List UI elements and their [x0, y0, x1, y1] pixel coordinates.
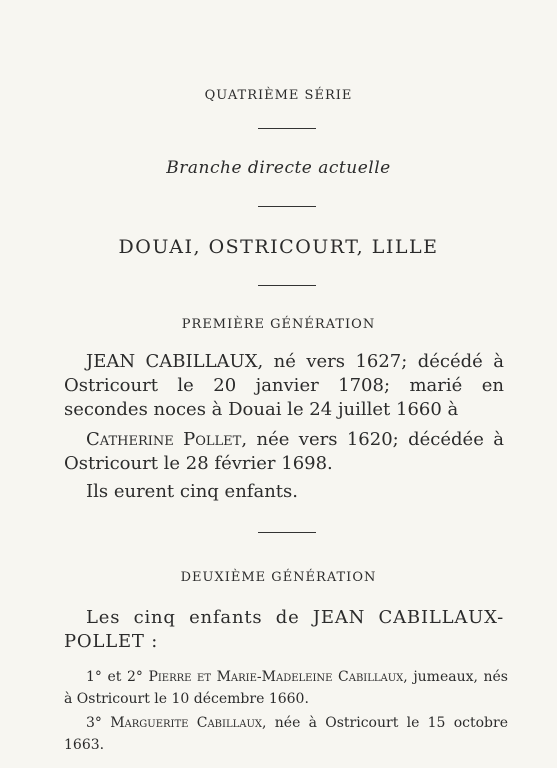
item-text: , jumeaux, nés à Ostricourt le 10 décembre 1660.	[64, 669, 508, 707]
first-generation-heading: PREMIÈRE GÉNÉRATION	[181, 317, 376, 332]
list-item	[64, 666, 508, 710]
paragraph-jean	[64, 350, 504, 422]
person-name: Marguerite Cabillaux	[110, 715, 263, 731]
paragraph-intro	[64, 606, 504, 654]
second-generation-heading: DEUXIÈME GÉNÉRATION	[180, 570, 377, 585]
paragraph-text: , née vers 1620; décédée à Ostricourt le 28 février 1698.	[64, 429, 504, 474]
person-name: Pierre et Marie-Madeleine Cabillaux	[148, 669, 404, 685]
person-name: JEAN CABILLAUX	[86, 351, 258, 372]
branch-title: Branche directe actuelle	[166, 158, 391, 178]
divider	[258, 532, 316, 533]
paragraph-text: Les cinq enfants de JEAN CABILLAUX-POLLET :	[64, 607, 504, 652]
list-item	[64, 712, 508, 756]
paragraph-children-count	[64, 480, 504, 504]
item-number: 1° et 2°	[86, 669, 143, 685]
item-text: , née à Ostricourt le 15 octobre 1663.	[64, 715, 508, 753]
person-name: Catherine Pollet	[86, 429, 242, 450]
series-title: QUATRIÈME SÉRIE	[204, 88, 353, 103]
divider	[258, 128, 316, 129]
item-number: 3°	[86, 715, 102, 731]
paragraph-text: , né vers 1627; décédé à Ostricourt le 20 janvier 1708; marié en secondes noces à Douai le 24 juillet 1660 à	[64, 351, 504, 420]
places-heading: DOUAI, OSTRICOURT, LILLE	[118, 236, 439, 258]
divider	[258, 206, 316, 207]
paragraph-catherine	[64, 428, 504, 476]
divider	[258, 285, 316, 286]
paragraph-text: Ils eurent cinq enfants.	[86, 481, 298, 502]
